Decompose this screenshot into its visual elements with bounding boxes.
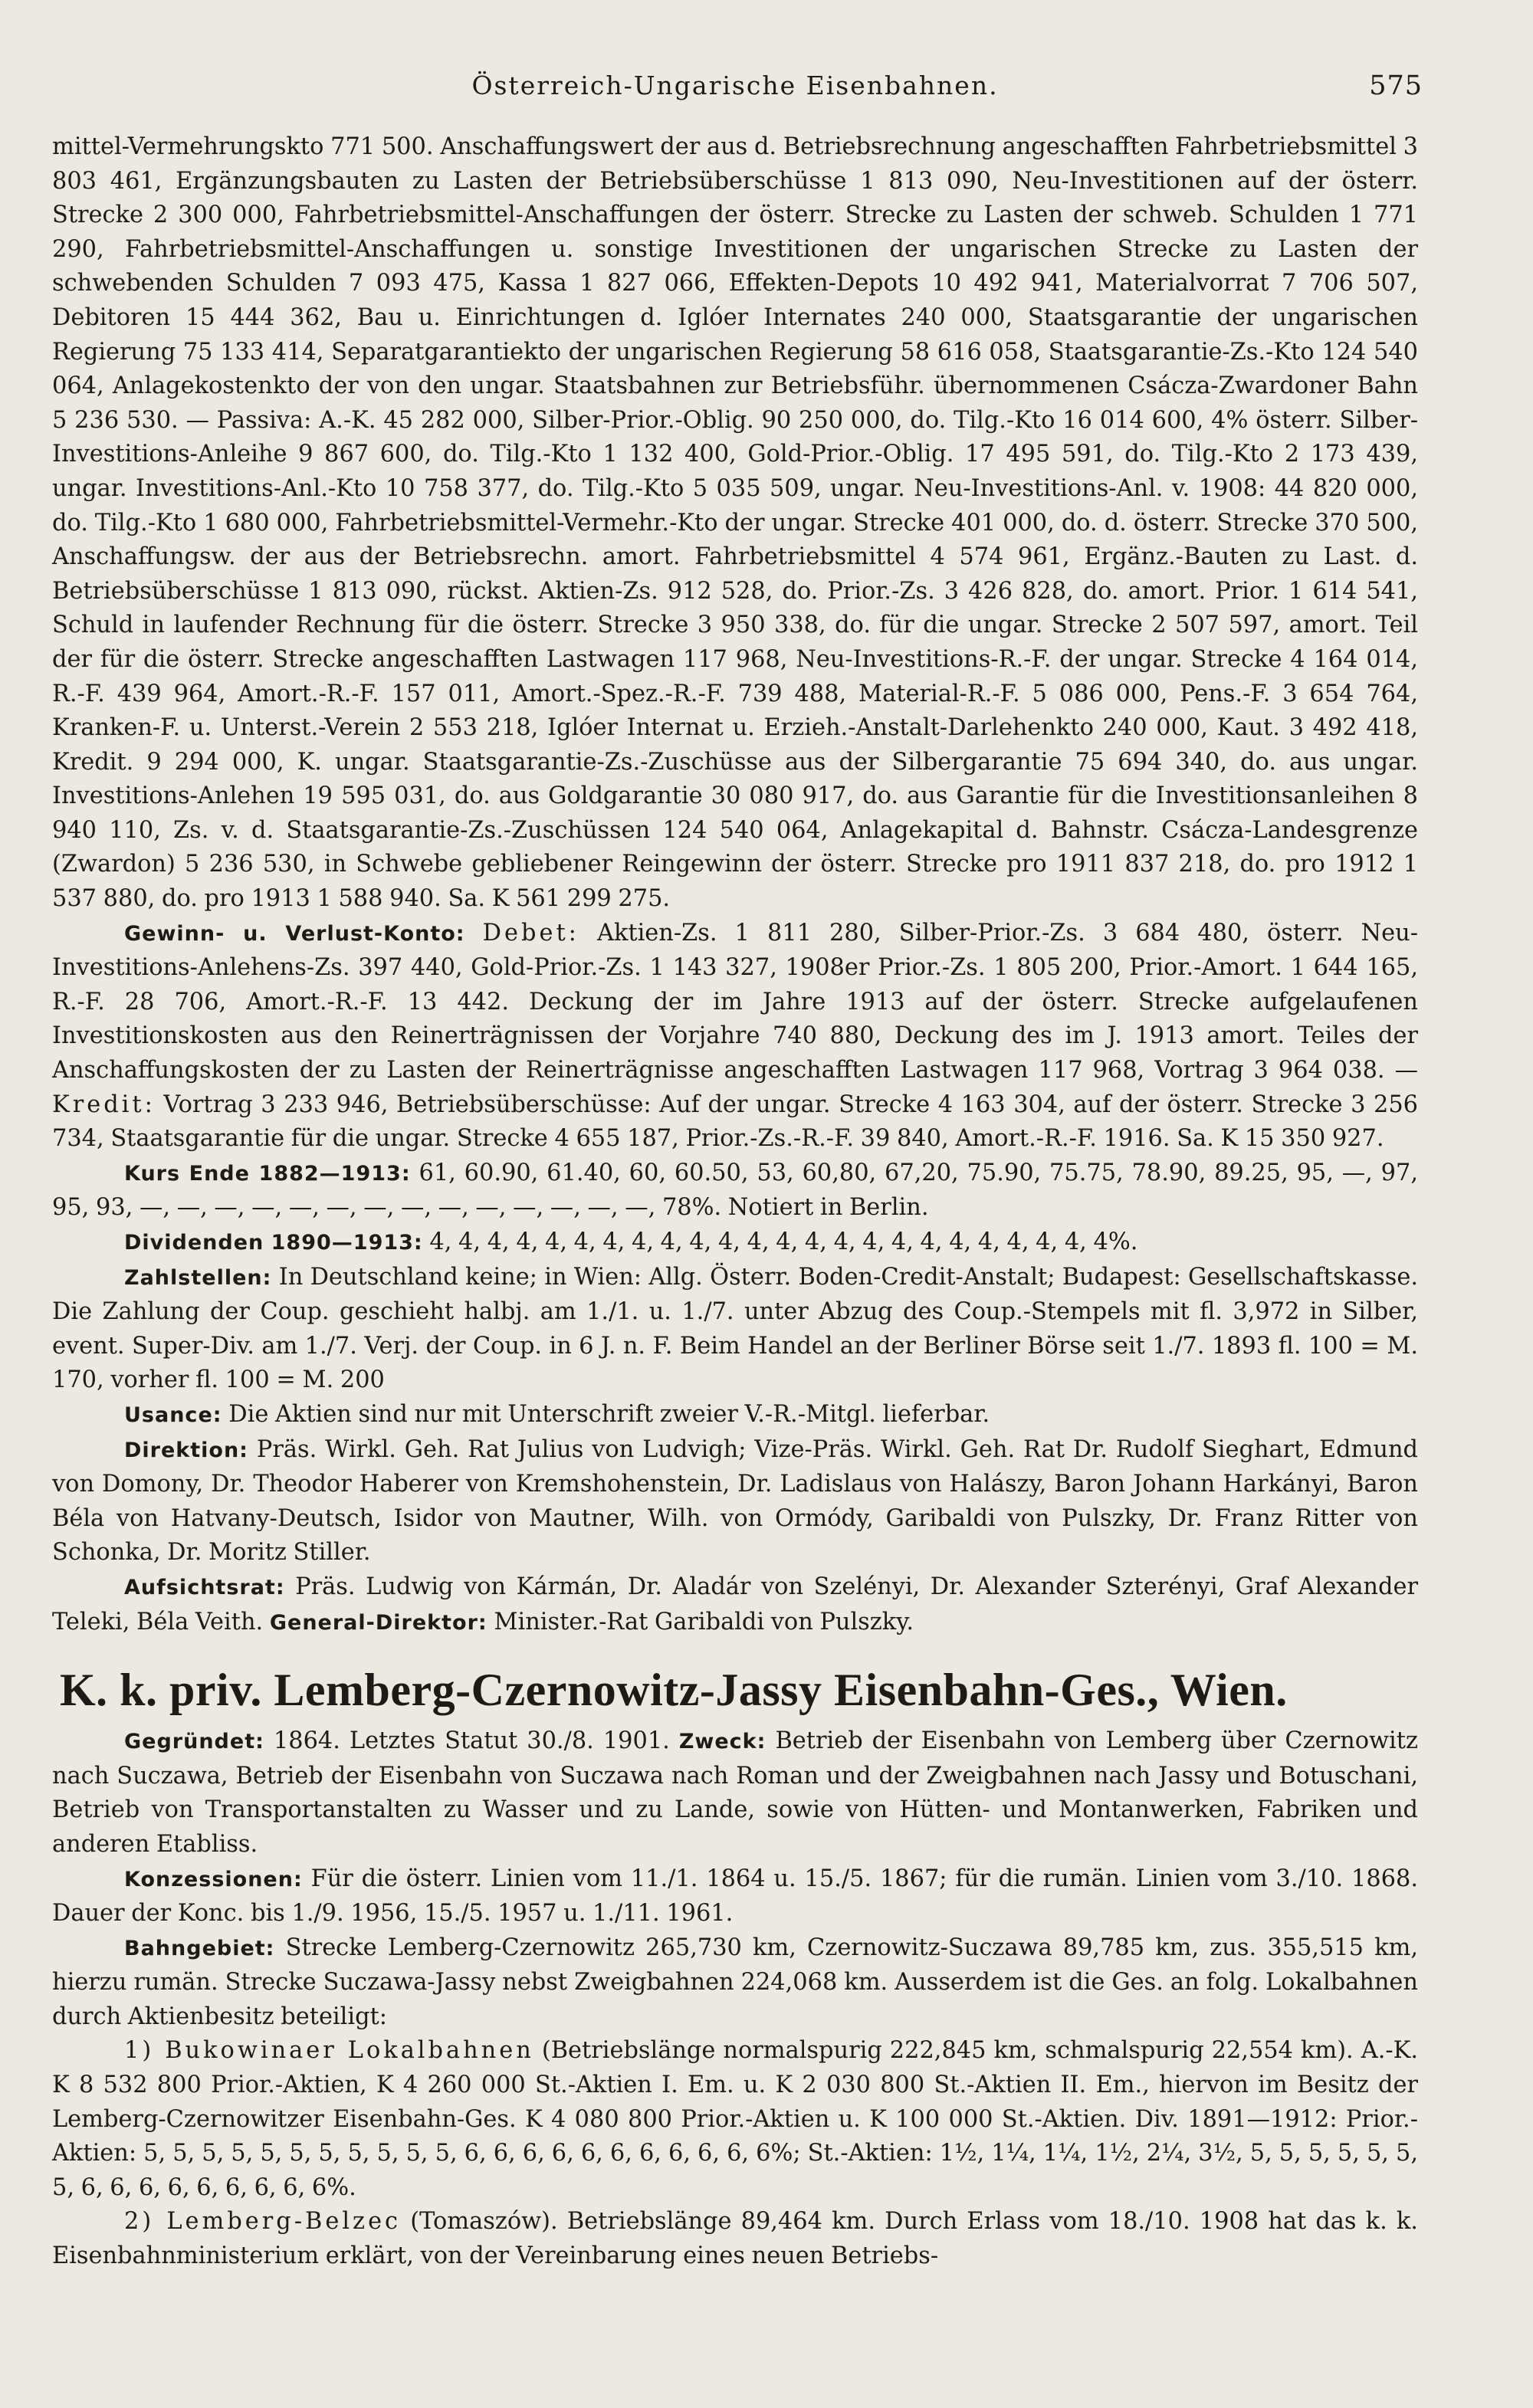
dividenden-label: Dividenden 1890—1913: bbox=[124, 1231, 423, 1255]
kredit-label: Kredit: bbox=[52, 1091, 156, 1118]
gewinn-label: Gewinn- u. Verlust-Konto: bbox=[124, 921, 465, 946]
debet-text: Aktien-Zs. 1 811 280, Silber-Prior.-Zs. 3 684 480, österr. Neu-Investitions-Anlehens-Zs. 397 440, Gold-Prior.-Zs. 1 143 327, 1908er Prior.-Zs. 1 805 200, Prior.-Amort. 1 644 165, R.-F. 28 706, Amort.-R.-F. 13 442. Deckung der im Jahre 1913 auf der österr. Strecke aufgelaufenen Investitionskosten aus den Reinerträgnissen der Vorjahre 740 880, Deckung des im J. 1913 amort. Teiles der Anschaffungskosten der zu Lasten der Reinerträgnisse angeschafften Lastwagen 117 968, Vortrag 3 964 038. — bbox=[52, 919, 1418, 1084]
lokalbahn-2-heading: 2) Lemberg-Belzec bbox=[124, 2208, 402, 2236]
gegruendet-label: Gegründet: bbox=[124, 1730, 264, 1754]
lokalbahn-1-heading: 1) Bukowinaer Lokalbahnen bbox=[124, 2037, 534, 2065]
konzessionen-text: Für die österr. Linien vom 11./1. 1864 u. 15./5. 1867; für die rumän. Linien vom 3./10. 1868. Dauer der Konc. bis 1./9. 1956, 15./5. 1957 u. 1./11. 1961. bbox=[52, 1865, 1418, 1927]
kurs-paragraph bbox=[52, 1156, 1418, 1225]
general-direktor-text: Minister.-Rat Garibaldi von Pulszky. bbox=[494, 1608, 914, 1635]
zahlstellen-paragraph bbox=[52, 1261, 1418, 1398]
usance-label: Usance: bbox=[124, 1402, 222, 1427]
company-heading: K. k. priv. Lemberg-Czernowitz-Jassy Eisenbahn-Ges., Wien. bbox=[60, 1665, 1288, 1716]
bahngebiet-paragraph bbox=[52, 1931, 1418, 2035]
zahlstellen-text: In Deutschland keine; in Wien: Allg. Österr. Boden-Credit-Anstalt; Budapest: Gesellschaftskasse. Die Zahlung der Coup. geschieht halbj. am 1./1. u. 1./7. unter Abzug des Coup.-Stempels mit fl. 3,972 in Silber, event. Super-Div. am 1./7. Verj. der Coup. in 6 J. n. F. Beim Handel an der Berliner Börse seit 1./7. 1893 fl. 100 = M. 170, vorher fl. 100 = M. 200 bbox=[52, 1263, 1418, 1394]
lokalbahn-1-paragraph bbox=[52, 2034, 1418, 2205]
gegruendet-text: 1864. Letztes Statut 30./8. 1901. bbox=[273, 1727, 670, 1755]
usance-paragraph bbox=[52, 1398, 1418, 1433]
kurs-label: Kurs Ende 1882—1913: bbox=[124, 1161, 411, 1186]
balance-sheet-paragraph: mittel-Vermehrungskto 771 500. Anschaffungswert der aus d. Betriebsrechnung angeschafften Fahrbetriebsmittel 3 803 461, Ergänzungsbauten zu Lasten der Betriebsüberschüsse 1 813 090, Neu-Investitionen auf der österr. Strecke 2 300 000, Fahrbetriebsmittel-Anschaffungen der österr. Strecke zu Lasten der schweb. Schulden 1 771 290, Fahrbetriebsmittel-Anschaffungen u. sonstige Investitionen der ungarischen Strecke zu Lasten der schwebenden Schulden 7 093 475, Kassa 1 827 066, Effekten-Depots 10 492 941, Materialvorrat 7 706 507, Debitoren 15 444 362, Bau u. Einrichtungen d. Iglóer Internates 240 000, Staatsgarantie der ungarischen Regierung 75 133 414, Separatgarantiekto der ungarischen Regierung 58 616 058, Staatsgarantie-Zs.-Kto 124 540 064, Anlagekostenkto der von den ungar. Staatsbahnen zur Betriebsführ. übernommenen Csácza-Zwardoner Bahn 5 236 530. — Passiva: A.-K. 45 282 000, Silber-Prior.-Oblig. 90 250 000, do. Tilg.-Kto 16 014 600, 4% österr. Silber-Investitions-Anleihe 9 867 600, do. Tilg.-Kto 1 132 400, Gold-Prior.-Oblig. 17 495 591, do. Tilg.-Kto 2 173 439, ungar. Investitions-Anl.-Kto 10 758 377, do. Tilg.-Kto 5 035 509, ungar. Neu-Investitions-Anl. v. 1908: 44 820 000, do. Tilg.-Kto 1 680 000, Fahrbetriebsmittel-Vermehr.-Kto der ungar. Strecke 401 000, do. d. österr. Strecke 370 500, Anschaffungsw. der aus der Betriebsrechn. amort. Fahrbetriebsmittel 4 574 961, Ergänz.-Bauten zu Last. d. Betriebsüberschüsse 1 813 090, rückst. Aktien-Zs. 912 528, do. Prior.-Zs. 3 426 828, do. amort. Prior. 1 614 541, Schuld in laufender Rechnung für die österr. Strecke 3 950 338, do. für die ungar. Strecke 2 507 597, amort. Teil der für die österr. Strecke angeschafften Lastwagen 117 968, Neu-Investitions-R.-F. der ungar. Strecke 4 164 014, R.-F. 439 964, Amort.-R.-F. 157 011, Amort.-Spez.-R.-F. 739 488, Material-R.-F. 5 086 000, Pens.-F. 3 654 764, Kranken-F. u. Unterst.-Verein 2 553 218, Iglóer Internat u. Erzieh.-Anstalt-Darlehenkto 240 000, Kaut. 3 492 418, Kredit. 9 294 000, K. ungar. Staatsgarantie-Zs.-Zuschüsse aus der Silbergarantie 75 694 340, do. aus ungar. Investitions-Anlehen 19 595 031, do. aus Goldgarantie 30 080 917, do. aus Garantie für die Investitionsanleihen 8 940 110, Zs. v. d. Staatsgarantie-Zs.-Zuschüssen 124 540 064, Anlagekapital d. Bahnstr. Csácza-Landesgrenze (Zwardon) 5 236 530, in Schwebe gebliebener Reingewinn der österr. Strecke pro 1911 837 218, do. pro 1912 1 537 880, do. pro 1913 1 588 940. Sa. K 561 299 275. bbox=[52, 133, 1418, 913]
direktion-paragraph bbox=[52, 1433, 1418, 1570]
zweck-text: Betrieb der Eisenbahn von Lemberg über Czernowitz nach Suczawa, Betrieb der Eisenbahn von Suczawa nach Roman und der Zweigbahnen nach Jassy und Botuschani, Betrieb von Transportanstalten zu Wasser und zu Lande, sowie von Hütten- und Montanwerken, Fabriken und anderen Etabliss. bbox=[52, 1727, 1419, 1858]
bahngebiet-text: Strecke Lemberg-Czernowitz 265,730 km, Czernowitz-Suczawa 89,785 km, zus. 355,515 km, hierzu rumän. Strecke Suczawa-Jassy nebst Zweigbahnen 224,068 km. Ausserdem ist die Ges. an folg. Lokalbahnen durch Aktienbesitz beteiligt: bbox=[52, 1934, 1418, 2030]
debet-label: Debet: bbox=[482, 919, 579, 946]
aufsichtsrat-text: Präs. Ludwig von Kármán, Dr. Aladár von Szelényi, Dr. Alexander Szterényi, Graf Alexander Teleki, Béla Veith. bbox=[52, 1573, 1418, 1635]
page-number: 575 bbox=[1369, 71, 1423, 101]
direktion-text: Präs. Wirkl. Geh. Rat Julius von Ludvigh; Vize-Präs. Wirkl. Geh. Rat Dr. Rudolf Sieghart, Edmund von Domony, Dr. Theodor Haberer von Kremshohenstein, Dr. Ladislaus von Halászy, Baron Johann Harkányi, Baron Béla von Hatvany-Deutsch, Isidor von Mautner, Wilh. von Ormódy, Garibaldi von Pulszky, Dr. Franz Ritter von Schonka, Dr. Moritz Stiller. bbox=[52, 1435, 1418, 1567]
dividenden-text: 4, 4, 4, 4, 4, 4, 4, 4, 4, 4, 4, 4, 4, 4, 4, 4, 4, 4, 4, 4, 4, 4, 4, 4%. bbox=[429, 1229, 1138, 1255]
lokalbahn-2-paragraph bbox=[52, 2205, 1418, 2273]
page-header bbox=[52, 71, 1423, 109]
konzessionen-paragraph bbox=[52, 1862, 1418, 1931]
direktion-label: Direktion: bbox=[124, 1438, 248, 1462]
lokalbahn-1-text: (Betriebslänge normalspurig 222,845 km, schmalspurig 22,554 km). A.-K. K 8 532 800 Prior.-Aktien, K 4 260 000 St.-Aktien I. Em. u. K 2 030 800 St.-Aktien II. Em., hiervon im Besitz der Lemberg-Czernowitzer Eisenbahn-Ges. K 4 080 800 Prior.-Aktien u. K 100 000 St.-Aktien. Div. 1891—1912: Prior.-Aktien: 5, 5, 5, 5, 5, 5, 5, 5, 5, 5, 5, 6, 6, 6, 6, 6, 6, 6, 6, 6, 6, 6%; St.-Aktien: 1½, 1¼, 1¼, 1½, 2¼, 3½, 5, 5, 5, 5, 5, 5, 5, 6, 6, 6, 6, 6, 6, 6, 6, 6%. bbox=[52, 2037, 1418, 2201]
zweck-label: Zweck: bbox=[678, 1730, 766, 1754]
running-head: Österreich-Ungarische Eisenbahnen. bbox=[471, 71, 999, 100]
usance-text: Die Aktien sind nur mit Unterschrift zweier V.-R.-Mitgl. lieferbar. bbox=[228, 1400, 990, 1428]
aufsichtsrat-label: Aufsichtsrat: bbox=[124, 1575, 285, 1599]
dividenden-paragraph bbox=[52, 1225, 1418, 1261]
lokalbahn-2-text: (Tomaszów). Betriebslänge 89,464 km. Durch Erlass vom 18./10. 1908 hat das k. k. Eisenbahnministerium erklärt, von der Vereinbarung eines neuen Betriebs- bbox=[52, 2208, 1418, 2270]
aufsichtsrat-paragraph bbox=[52, 1570, 1418, 1640]
gegruendet-paragraph bbox=[52, 1724, 1418, 1862]
kredit-text: Vortrag 3 233 946, Betriebsüberschüsse: Auf der ungar. Strecke 4 163 304, auf der österr. Strecke 3 256 734, Staatsgarantie für die ungar. Strecke 4 655 187, Prior.-Zs.-R.-F. 39 840, Amort.-R.-F. 1916. Sa. K 15 350 927. bbox=[52, 1091, 1418, 1153]
zahlstellen-label: Zahlstellen: bbox=[124, 1265, 272, 1290]
konzessionen-label: Konzessionen: bbox=[124, 1867, 303, 1891]
gewinn-verlust-paragraph bbox=[52, 917, 1418, 1156]
general-direktor-label: General-Direktor: bbox=[269, 1610, 487, 1635]
bahngebiet-label: Bahngebiet: bbox=[124, 1936, 275, 1960]
kurs-text: 61, 60.90, 61.40, 60, 60.50, 53, 60,80, 67,20, 75.90, 75.75, 78.90, 89.25, 95, —, 97, 95, 93, —, —, —, —, —, —, —, —, —, —, —, —, —, —, 78%. Notiert in Berlin. bbox=[52, 1159, 1418, 1222]
